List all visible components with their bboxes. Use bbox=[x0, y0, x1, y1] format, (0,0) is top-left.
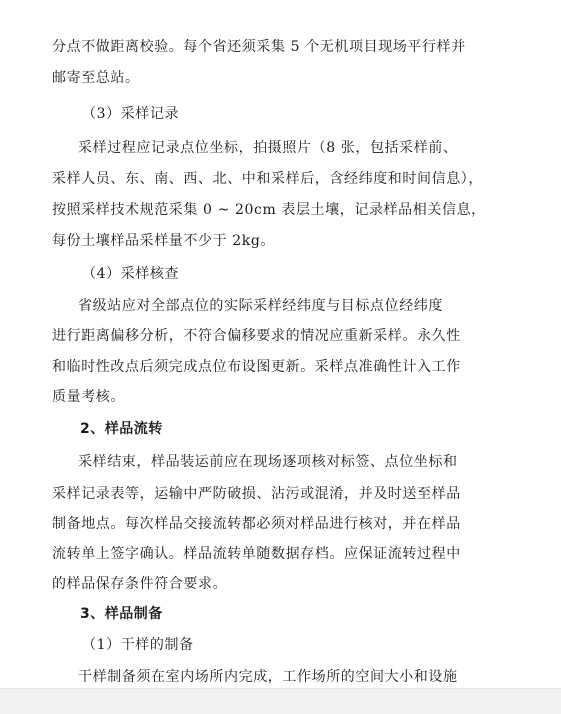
text-line: 进行距离偏移分析，不符合偏移要求的情况应重新采样。永久性 bbox=[52, 328, 461, 344]
text-line: 省级站应对全部点位的实际采样经纬度与目标点位经纬度 bbox=[78, 298, 443, 314]
section-heading-dry-sample: （1）干样的制备 bbox=[82, 637, 194, 653]
text-line: 和临时性改点后须完成点位布设图更新。采样点准确性计入工作 bbox=[52, 359, 461, 375]
text-line: 采样结束，样品装运前应在现场逐项核对标签、点位坐标和 bbox=[78, 454, 458, 470]
text-line: 每份土壤样品采样量不少于 2kg。 bbox=[52, 233, 276, 249]
text-line: 邮寄至总站。 bbox=[52, 70, 140, 86]
text-line: 流转单上签字确认。样品流转单随数据存档。应保证流转过程中 bbox=[52, 546, 461, 562]
text-line: 的样品保存条件符合要求。 bbox=[52, 576, 228, 592]
text-line: 制备地点。每次样品交接流转都必须对样品进行核对，并在样品 bbox=[52, 516, 461, 532]
section-heading-sampling-check: （4）采样核查 bbox=[82, 266, 180, 282]
section-heading-sampling-record: （3）采样记录 bbox=[82, 106, 180, 122]
viewer-bottom-bar bbox=[0, 688, 561, 714]
text-line: 按照采样技术规范采集 0 ~ 20cm 表层土壤，记录样品相关信息， bbox=[52, 202, 486, 218]
section-heading-sample-preparation: 3、样品制备 bbox=[80, 606, 163, 622]
text-line: 干样制备须在室内场所内完成，工作场所的空间大小和设施 bbox=[78, 669, 458, 685]
text-line: 采样记录表等，运输中严防破损、沾污或混淆，并及时送至样品 bbox=[52, 486, 461, 502]
text-line: 分点不做距离校验。每个省还须采集 5 个无机项目现场平行样并 bbox=[52, 39, 466, 55]
text-line: 采样人员、东、南、西、北、中和采样后，含经纬度和时间信息）， bbox=[52, 171, 483, 187]
text-line: 质量考核。 bbox=[52, 389, 125, 405]
section-heading-sample-transfer: 2、样品流转 bbox=[80, 421, 163, 437]
text-line: 采样过程应记录点位坐标，拍摄照片（8 张，包括采样前、 bbox=[78, 140, 458, 156]
